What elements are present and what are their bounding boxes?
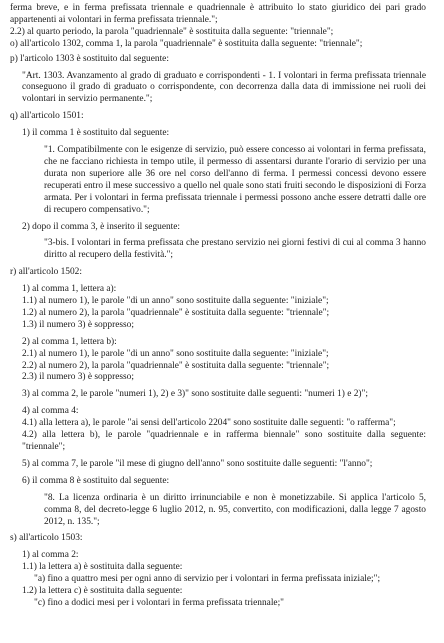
quoted-letter: "c) fino a dodici mesi per i volontari in ferma prefissata triennale;" (34, 597, 285, 608)
text-line: 2.1) al numero 1), le parole "di un anno" sono sostituite dalla seguente: "iniziale"; (22, 348, 329, 359)
text-line: 1.2) al numero 2), la parola "quadriennale" è sostituita dalla seguente: "triennale"; (22, 307, 330, 318)
article-heading: q) all'articolo 1501: (10, 111, 84, 122)
text-line: 1) al comma 1, lettera a): (22, 284, 117, 295)
text-line: 2.2) al quarto periodo, la parola "quadriennale" è sostituita dalla seguente: "triennale"; (10, 26, 334, 37)
text-line: 6) il comma 8 è sostituito dal seguente: (22, 475, 170, 486)
text-line: 2.3) il numero 3) è soppresso; (22, 372, 134, 383)
text-line: 1.1) la lettera a) è sostituita dalla seguente: (22, 562, 183, 573)
text-line: ferma breve, e in ferma prefissata triennale e quadriennale è attribuito lo stato giuridico dei pari grado appartenenti ai volontari in ferma prefissata triennale."; (10, 3, 426, 25)
text-line: 3) al comma 2, le parole "numeri 1), 2) e 3)" sono sostituite dalle seguenti: "numeri 1) e 2)"; (22, 389, 368, 400)
text-line: 4) al comma 4: (22, 406, 79, 417)
article-heading: p) l'articolo 1303 è sostituito dal seguente: (10, 53, 169, 64)
text-line: 1.3) il numero 3) è soppresso; (22, 319, 134, 330)
text-line: 2) al comma 1, lettera b): (22, 336, 117, 347)
text-line: 4.1) alla lettera a), le parole "ai sensi dell'articolo 2204" sono sostituite dalle seguenti: "o rafferma"; (22, 418, 396, 429)
text-line: 1.2) la lettera c) è sostituita dalla seguente: (22, 586, 183, 597)
text-line: 1.1) al numero 1), le parole "di un anno" sono sostituite dalla seguente: "iniziale"; (22, 296, 329, 307)
text-line: 1) il comma 1 è sostituito dal seguente: (22, 128, 170, 139)
text-line: o) all'articolo 1302, comma 1, la parola "quadriennale" è sostituita dalla seguente: "triennale"; (10, 38, 363, 49)
text-line: 2) dopo il comma 3, è inserito il seguente: (22, 221, 181, 232)
text-line: 2.2) al numero 2), la parola "quadriennale" è sostituita dalla seguente: "triennale"; (22, 360, 330, 371)
quoted-comma: "3-bis. I volontari in ferma prefissata che prestano servizio nei giorni festivi di cui al comma 3 hanno diritto al recupero della festività."; (44, 238, 426, 261)
text-line: 4.2) alla lettera b), le parole "quadriennale e in rafferma biennale" sono sostituite dalla seguente: "triennale"; (22, 430, 426, 452)
text-line: 5) al comma 7, le parole "il mese di giugno dell'anno" sono sostituite dalle seguenti: "l'anno"; (22, 458, 373, 469)
quoted-article: "Art. 1303. Avanzamento al grado di graduato e corrispondenti - 1. I volontari in ferma prefissata triennale conseguono il grado di graduato o corrispondente, con decorrenza dalla data di immissione nei ruoli dei volontari in servizio permanente."; (22, 70, 426, 105)
quoted-comma: "1. Compatibilmente con le esigenze di servizio, può essere concesso ai volontari in ferma prefissata, che ne facciano richiesta in tempo utile, il permesso di assentarsi durante l'orario di servizio per una durata non superiore alle 36 ore nel corso dell'anno di ferma. I permessi concessi devono essere recuperati entro il mese successivo a quello nel quale sono stati fruiti secondo le disposizioni di Forza armata. Per i volontari in ferma prefissata triennale i permessi possono anche essere detratti dalle ore di recupero compensativo."; (44, 145, 426, 215)
text-line: 1) al comma 2: (22, 550, 79, 561)
quoted-letter: "a) fino a quattro mesi per ogni anno di servizio per i volontari in ferma prefissata iniziale;"; (34, 574, 381, 585)
article-heading: r) all'articolo 1502: (10, 267, 82, 278)
article-heading: s) all'articolo 1503: (10, 533, 83, 544)
quoted-comma: "8. La licenza ordinaria è un diritto irrinunciabile e non è monetizzabile. Si applica l'articolo 5, comma 8, del decreto-legge 6 luglio 2012, n. 95, convertito, con modificazioni, dalla legge 7 agosto 2012, n. 135."; (44, 492, 426, 527)
